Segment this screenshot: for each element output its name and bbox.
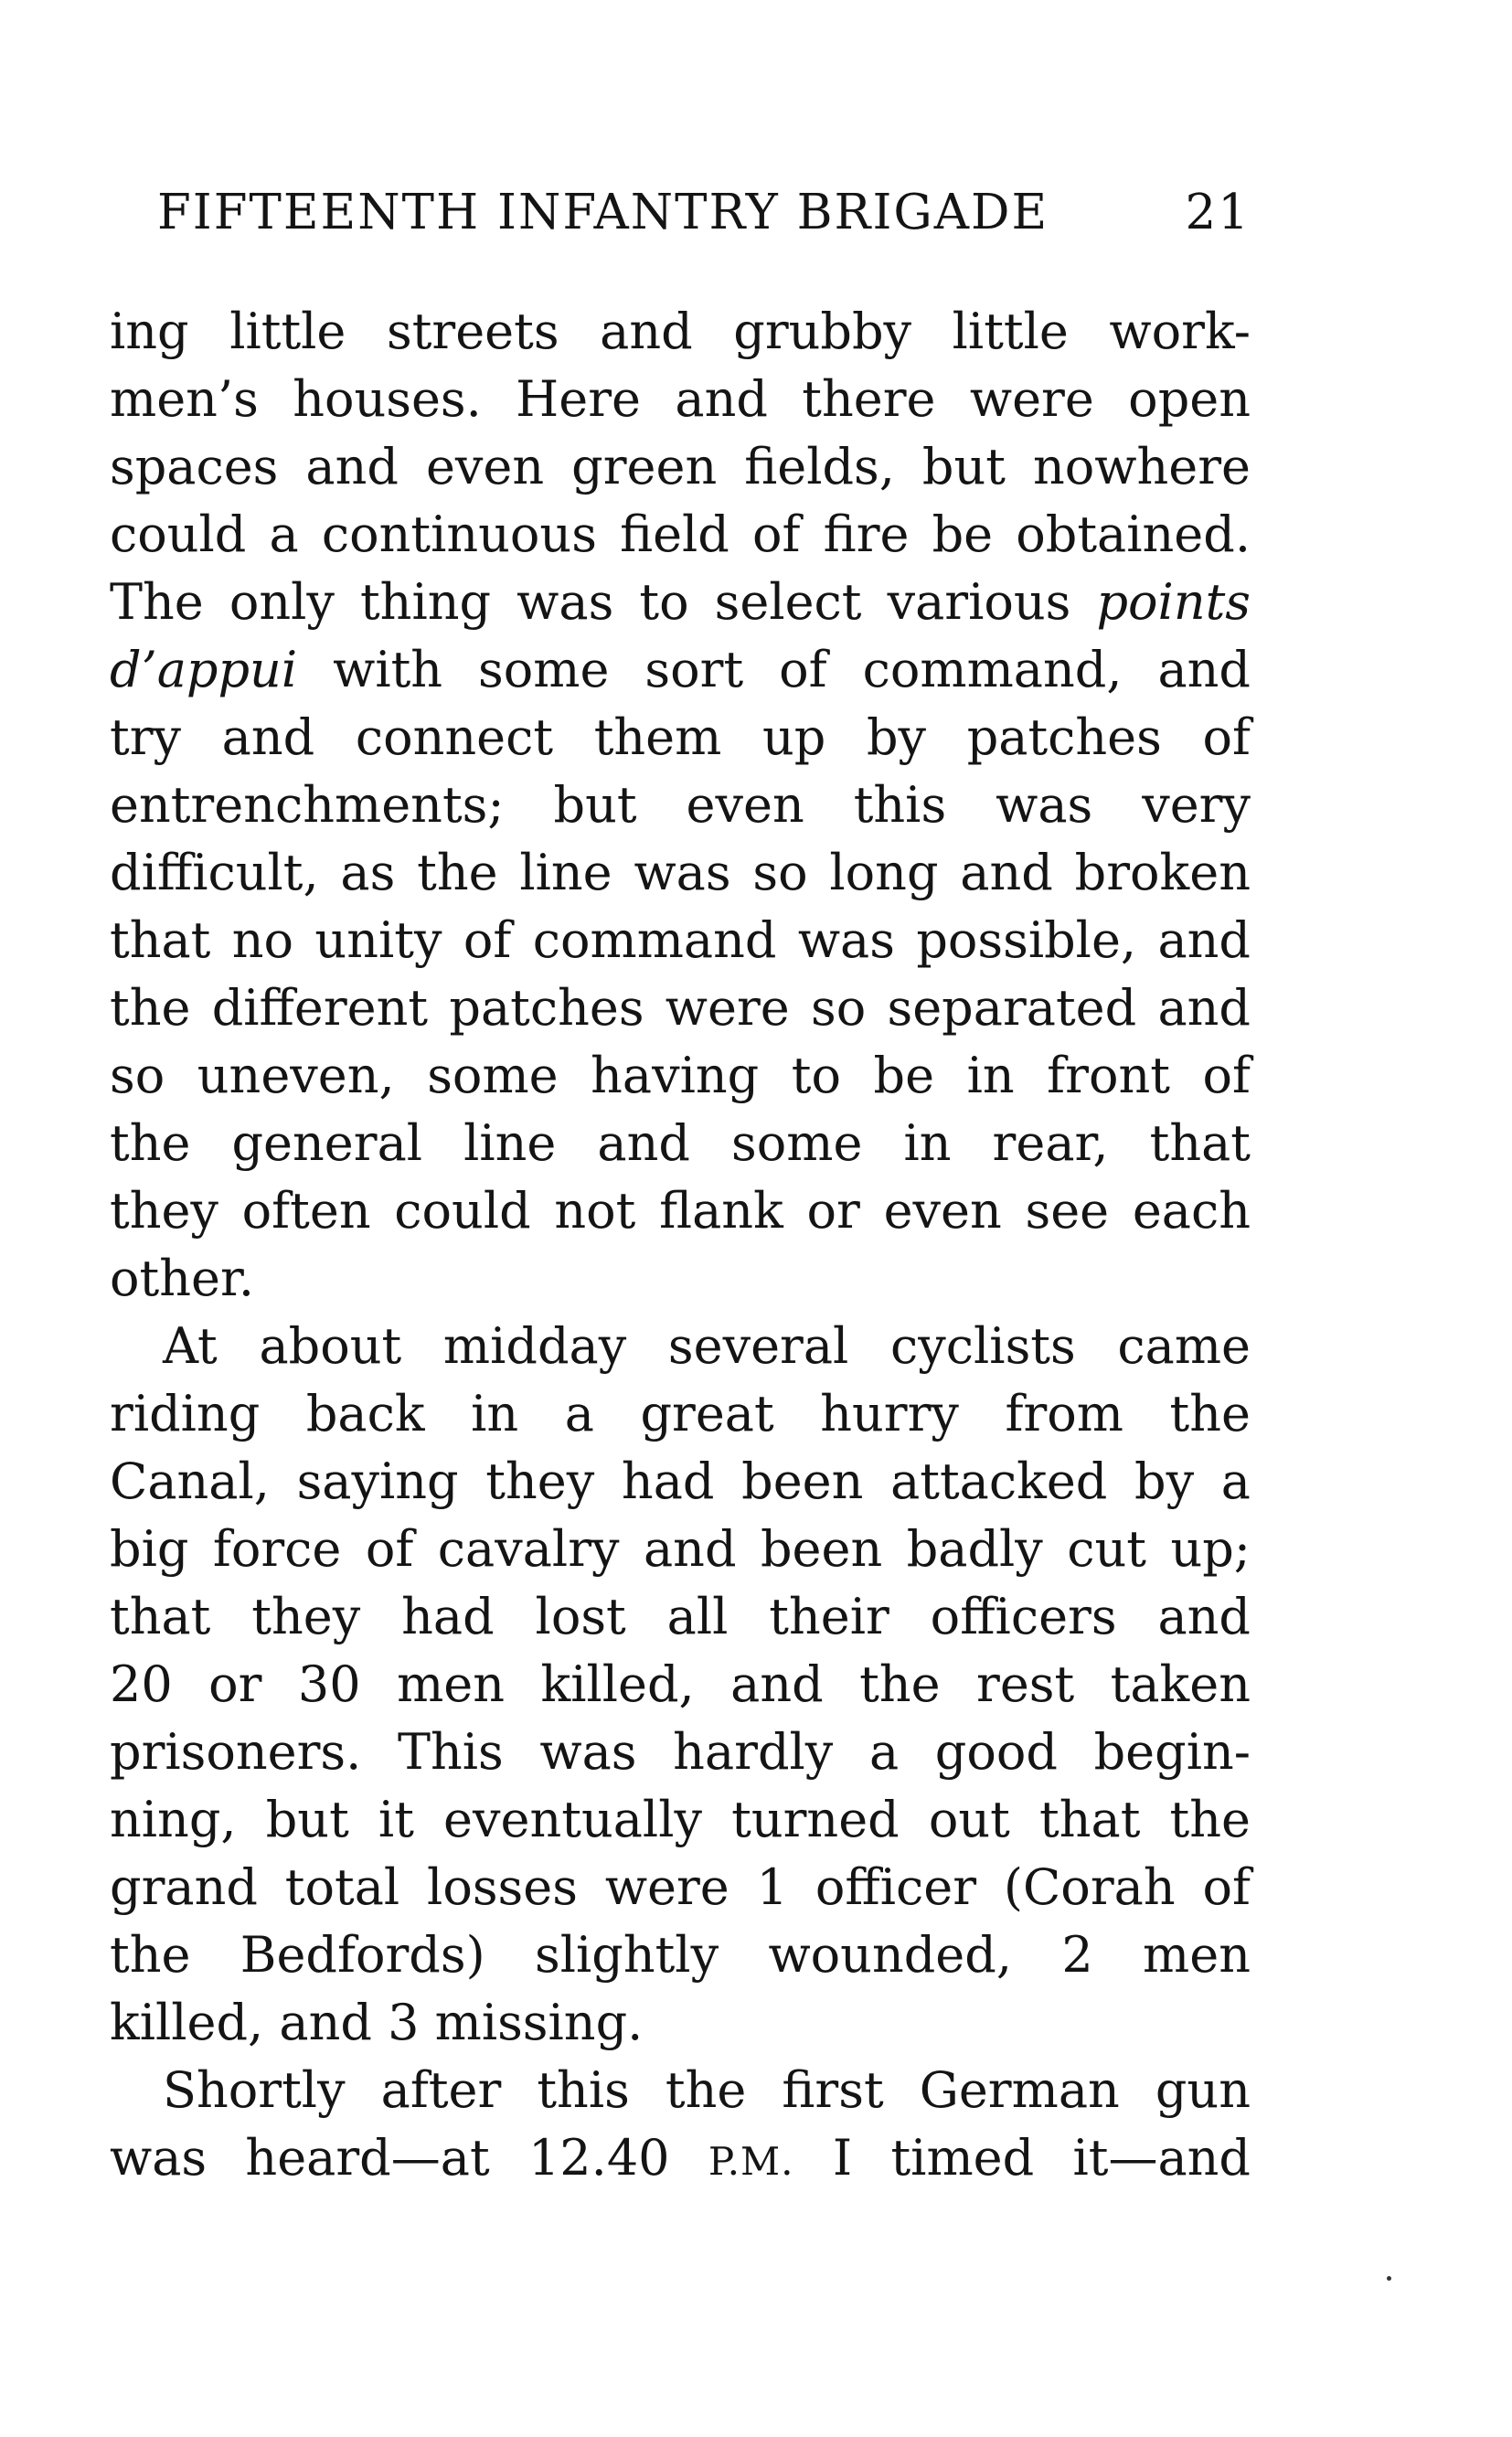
text-line: try and connect them up by patches of xyxy=(110,708,1251,766)
text-fragment: The only thing was to select various xyxy=(110,573,1071,631)
text-line: 20 or 30 men killed, and the rest taken xyxy=(110,1655,1251,1713)
text-line: riding back in a great hurry from the xyxy=(110,1385,1251,1442)
text-line: spaces and even green fields, but nowhere xyxy=(110,438,1251,495)
italic-phrase: d’appui xyxy=(110,641,298,698)
text-fragment: with some sort of command, and xyxy=(333,641,1251,698)
running-head-title: FIFTEENTH INFANTRY BRIGADE xyxy=(157,185,1049,240)
text-line: so uneven, some having to be in front of xyxy=(110,1047,1251,1104)
paragraph-first-line: Shortly after this the first German gun xyxy=(163,2061,1251,2119)
text-line: ning, but it eventually turned out that the xyxy=(110,1791,1251,1848)
paragraph-first-line: At about midday several cyclists came xyxy=(163,1317,1251,1375)
text-line: that they had lost all their officers and xyxy=(110,1588,1251,1645)
text-line: the general line and some in rear, that xyxy=(110,1114,1251,1172)
text-line: difficult, as the line was so long and broken xyxy=(110,844,1251,901)
paper-speck xyxy=(1387,2276,1391,2281)
text-line: grand total losses were 1 officer (Corah of xyxy=(110,1858,1251,1916)
time-abbreviation: P.M. xyxy=(708,2139,794,2184)
text-line: the different patches were so separated and xyxy=(110,979,1251,1037)
text-line: men’s houses. Here and there were open xyxy=(110,370,1251,428)
text-line-with-italic xyxy=(110,569,1251,636)
page-number: 21 xyxy=(1185,185,1251,240)
paragraph-end-line: other. xyxy=(110,1250,254,1307)
text-line: prisoners. This was hardly a good begin- xyxy=(110,1723,1251,1781)
italic-phrase: points xyxy=(1096,573,1251,631)
text-line: entrenchments; but even this was very xyxy=(110,776,1251,834)
text-line-last xyxy=(110,2124,1251,2192)
text-line: the Bedfords) slightly wounded, 2 men xyxy=(110,1926,1251,1984)
running-head xyxy=(110,181,1251,245)
text-line: could a continuous field of fire be obtained. xyxy=(110,505,1251,563)
text-line: ing little streets and grubby little work- xyxy=(110,303,1251,360)
paragraph-end-line: killed, and 3 missing. xyxy=(110,1994,644,2051)
body-text xyxy=(110,298,1251,2192)
text-line: they often could not flank or even see each xyxy=(110,1182,1251,1240)
text-line-with-italic xyxy=(110,636,1251,704)
text-line: Canal, saying they had been attacked by a xyxy=(110,1453,1251,1510)
text-line: that no unity of command was possible, and xyxy=(110,911,1251,969)
text-line: big force of cavalry and been badly cut up; xyxy=(110,1520,1251,1578)
text-fragment: was heard—at 12.40 xyxy=(110,2129,708,2187)
text-fragment: I timed it—and xyxy=(793,2129,1251,2187)
